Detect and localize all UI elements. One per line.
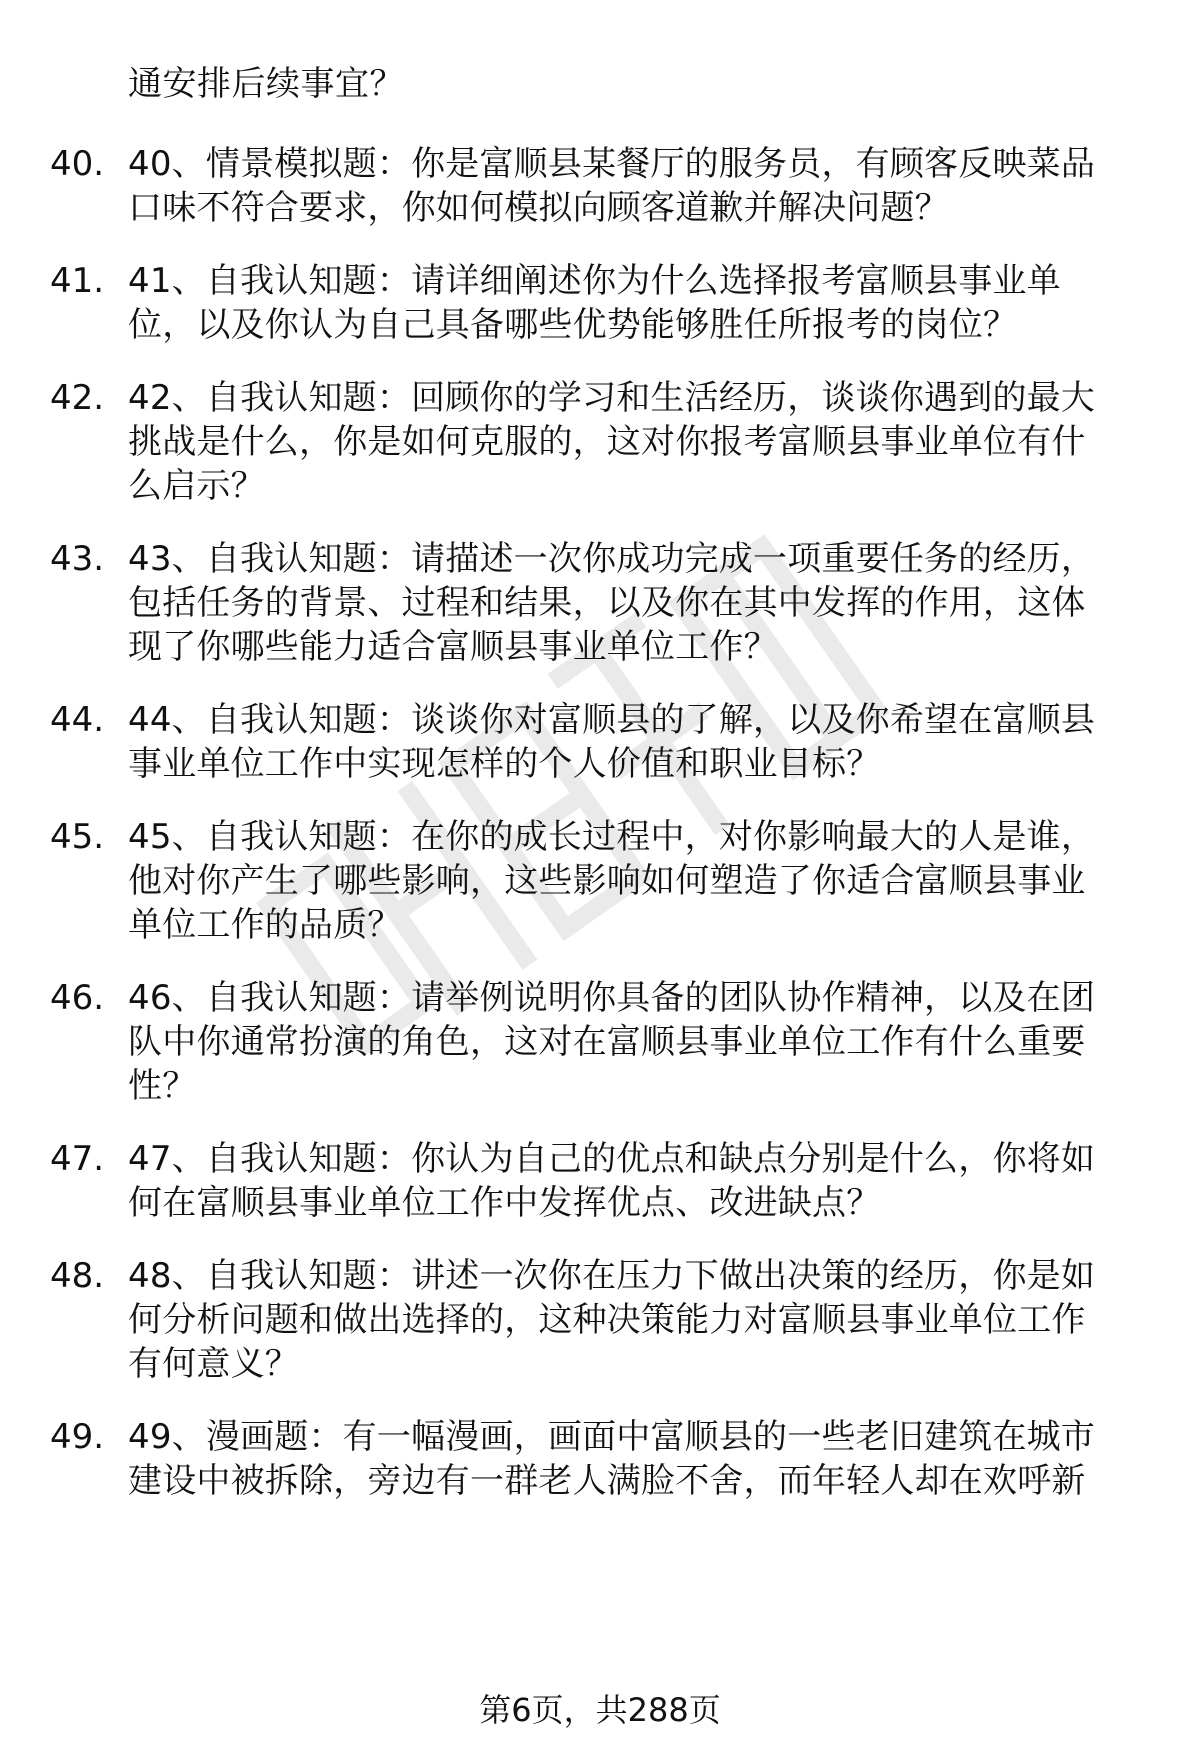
question-item xyxy=(50,698,1160,786)
question-number: 43. xyxy=(50,539,105,579)
question-text: 40、情景模拟题：你是富顺县某餐厅的服务员，有顾客反映菜品 口味不符合要求，你如何模拟向顾客道歉并解决问题？ xyxy=(128,144,1096,228)
question-number: 45. xyxy=(50,817,105,857)
page-footer: 第6页，共288页 xyxy=(479,1691,721,1729)
question-text: 42、自我认知题：回顾你的学习和生活经历，谈谈你遇到的最大 挑战是什么，你是如何克服的，这对你报考富顺县事业单位有什 么启示？ xyxy=(128,378,1096,506)
question-text: 41、自我认知题：请详细阐述你为什么选择报考富顺县事业单 位，以及你认为自己具备哪些优势能够胜任所报考的岗位？ xyxy=(128,261,1061,345)
question-number: 47. xyxy=(50,1139,105,1179)
question-item xyxy=(50,376,1160,508)
question-number: 42. xyxy=(50,378,105,418)
question-item xyxy=(50,1254,1160,1386)
question-item xyxy=(50,815,1160,947)
question-item xyxy=(50,259,1160,347)
question-item xyxy=(50,1415,1160,1503)
question-text: 46、自我认知题：请举例说明你具备的团队协作精神，以及在团 队中你通常扮演的角色，这对在富顺县事业单位工作有什么重要 性？ xyxy=(128,978,1096,1106)
question-number: 48. xyxy=(50,1256,105,1296)
question-item xyxy=(50,537,1160,669)
question-number: 49. xyxy=(50,1417,105,1457)
question-number: 41. xyxy=(50,261,105,301)
intro-line: 通安排后续事宜？ xyxy=(128,64,404,104)
question-number: 44. xyxy=(50,700,105,740)
question-list xyxy=(50,142,1160,1532)
question-item xyxy=(50,1137,1160,1225)
question-item xyxy=(50,976,1160,1108)
question-text: 44、自我认知题：谈谈你对富顺县的了解，以及你希望在富顺县 事业单位工作中实现怎样的个人价值和职业目标？ xyxy=(128,700,1096,784)
question-item xyxy=(50,142,1160,230)
question-text: 49、漫画题：有一幅漫画，画面中富顺县的一些老旧建筑在城市 建设中被拆除，旁边有一群老人满脸不舍，而年轻人却在欢呼新 xyxy=(128,1417,1096,1501)
question-text: 47、自我认知题：你认为自己的优点和缺点分别是什么，你将如 何在富顺县事业单位工作中发挥优点、改进缺点？ xyxy=(128,1139,1096,1223)
question-text: 43、自我认知题：请描述一次你成功完成一项重要任务的经历， 包括任务的背景、过程和结果，以及你在其中发挥的作用，这体 现了你哪些能力适合富顺县事业单位工作？ xyxy=(128,539,1096,667)
question-text: 45、自我认知题：在你的成长过程中，对你影响最大的人是谁， 他对你产生了哪些影响，这些影响如何塑造了你适合富顺县事业 单位工作的品质？ xyxy=(128,817,1096,945)
question-text: 48、自我认知题：讲述一次你在压力下做出决策的经历，你是如 何分析问题和做出选择的，这种决策能力对富顺县事业单位工作 有何意义？ xyxy=(128,1256,1096,1384)
question-number: 40. xyxy=(50,144,105,184)
question-number: 46. xyxy=(50,978,105,1018)
